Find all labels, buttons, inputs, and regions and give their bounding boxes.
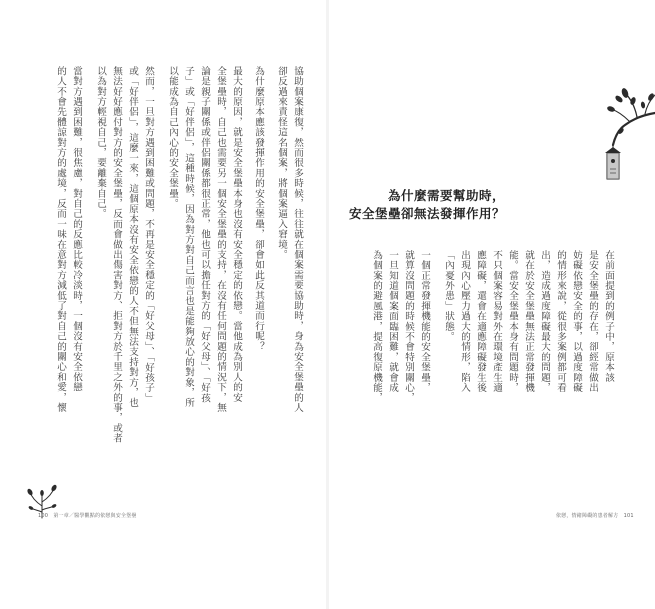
body-column: 不只個案容易對外在環境產生適 <box>491 250 502 393</box>
body-column: 卻反過來責怪這名個案，將個案逼入窘境。 <box>276 66 287 260</box>
body-column: 或「好伴侶」，這麼一來，這個原本沒有安全依戀的人不但無法支持對方，也 <box>127 66 138 408</box>
body-column: 出，造成過度障礙最大的問題， <box>539 250 550 393</box>
gutter <box>326 0 329 609</box>
body-column: 「內憂外患」狀態。 <box>443 250 454 342</box>
right-page-footer: 依戀，情緒障礙的患者解方 101 <box>556 513 634 519</box>
body-column: 出現內心壓力過大的情形，陷入 <box>459 250 470 393</box>
body-column: 的人不會先體諒對方的處境，反而一味在意對方減低了對自己的關心和愛，懷 <box>55 66 66 413</box>
body-column: 為什麼原本應該發揮作用的安全堡壘，卻會如此反其道而行呢？ <box>253 66 264 352</box>
body-column: 應障礙，還會在適應障礙發生後 <box>475 250 486 393</box>
body-column: 在前面提到的例子中，原本該 <box>603 250 614 383</box>
body-column: 當對方遇到困難，很焦慮，對自己的反應比較冷淡時，一個沒有安全依戀 <box>71 66 82 393</box>
body-column: 子」或「好伴侶」，這種時候，因為對方對自己而言也是能夠放心的對象，所 <box>183 66 194 408</box>
body-column: 以為對方輕視自己，要離棄自己。 <box>95 66 106 219</box>
left-page-footer: 100 第一章／醫學觀點的依戀與安全堡壘 <box>38 513 137 519</box>
body-column: 是安全堡壘的存在，卻經常做出 <box>587 250 598 393</box>
body-column: 一個正常發揮機能的安全堡壘， <box>419 250 430 393</box>
body-column: 無法好好應付對方的安全堡壘，反而會做出傷害對方、拒對方於千里之外的事，或者 <box>111 66 122 444</box>
body-column: 協助個案康復，然而很多時候，往往就在個案需要協助時，身為安全堡壘的人 <box>292 66 303 413</box>
body-column: 就在於安全堡壘無法正常發揮機 <box>523 250 534 393</box>
section-title-line2: 安全堡壘卻無法發揮作用？ <box>348 206 505 221</box>
body-column: 以能成為自己內心的安全堡壘。 <box>167 66 178 209</box>
body-column: 的情形來說，從很多案例都可看 <box>555 250 566 393</box>
body-column: 論是親子關係或伴侶關係都很正常，他也可以擔任對方的「好父母」、「好孩 <box>199 66 210 404</box>
body-column: 能。當安全堡壘本身有問題時， <box>507 250 518 393</box>
body-column: 就算沒問題的時候不會特別關心， <box>403 250 414 403</box>
body-column: 全堡壘時，自己也需要另一個安全堡壘的支持，在沒有任何問題的情況下，無 <box>215 66 226 413</box>
body-column: 然而，一旦對方遇到困難或問題，不再是安全穩定的「好父母」、「好孩子」 <box>143 66 154 404</box>
body-column: 為個案的避風港，提高復原機能， <box>371 250 382 403</box>
section-title-line1: 為什麼需要幫助時， <box>387 188 505 203</box>
body-column: 妨礙依戀安全的事，以過度障礙 <box>571 250 582 393</box>
tree-birdhouse-icon <box>585 85 655 185</box>
body-column: 一旦知道個案面臨困難，就會成 <box>387 250 398 393</box>
body-column: 最大的原因，就是安全堡壘本身也沒有安全穩定的依戀。當他成為別人的安 <box>231 66 242 403</box>
birdhouse-icon <box>605 147 621 179</box>
